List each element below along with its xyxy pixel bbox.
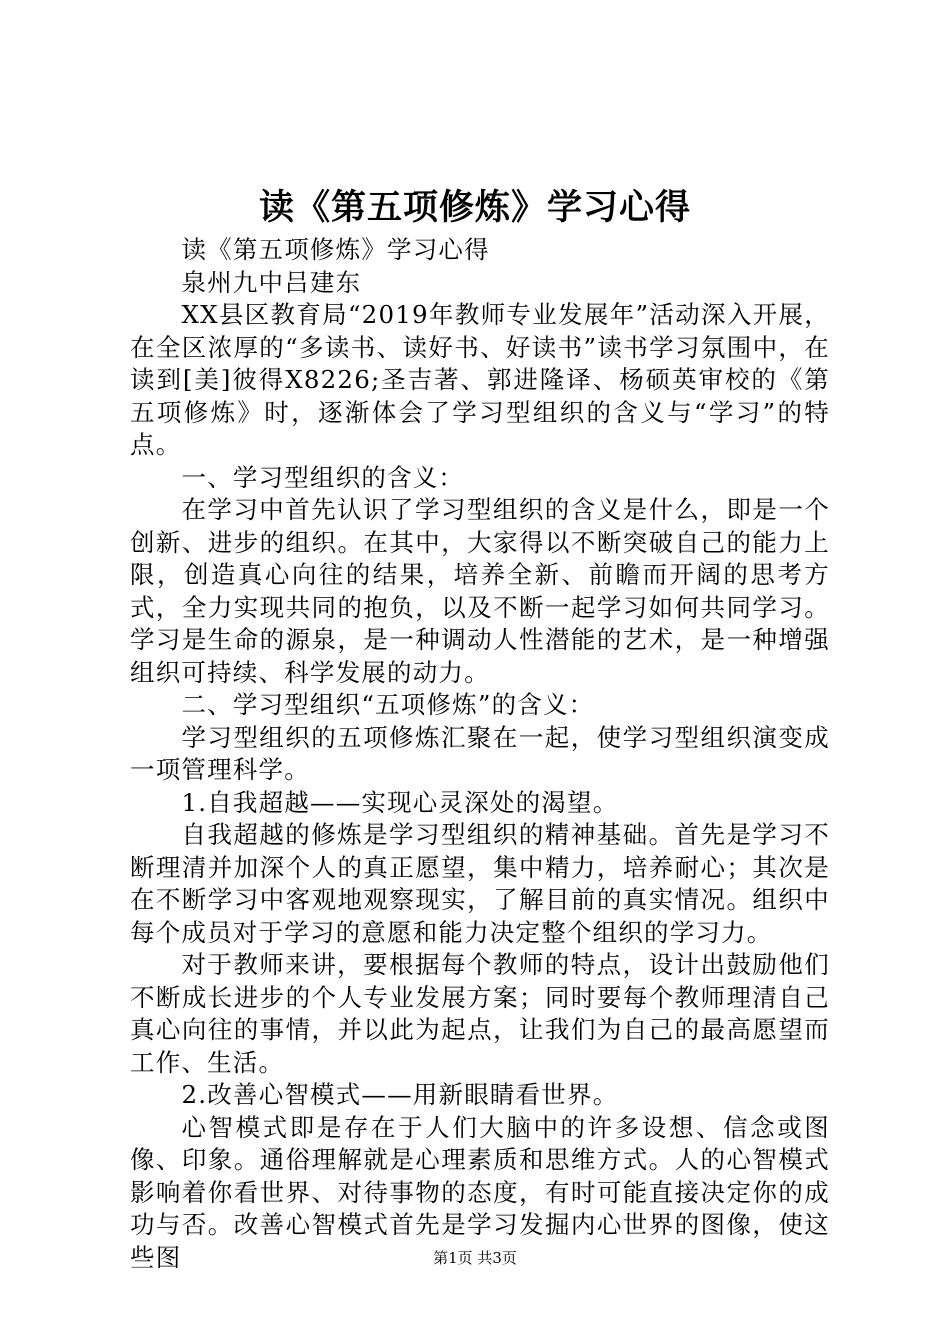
paragraph-author: 泉州九中吕建东 — [181, 267, 362, 297]
section-heading-1: 一、学习型组织的含义： — [181, 462, 465, 492]
paragraph-subsection-2: 心智模式即是存在于人们大脑中的许多设想、信念或图像、印象。通俗理解就是心理素质和思维方式。人的心智模式影响着你看世界、对待事物的态度，有时可能直接决定你的成功与否。改善心智模式首先是学习发掘内心世界的图像，使这些图 — [130, 1112, 830, 1272]
document-title: 读《第五项修炼》学习心得 — [258, 187, 691, 228]
paragraph-subtitle: 读《第五项修炼》学习心得 — [181, 235, 490, 264]
section-heading-2: 二、学习型组织“五项修炼”的含义： — [181, 690, 595, 719]
paragraph-subsection-1b: 对于教师来讲，要根据每个教师的特点，设计出鼓励他们不断成长进步的个人专业发展方案；同时要每个教师理清自己真心向往的事情，并以此为起点，让我们为自己的最高愿望而工作、生活。 — [130, 950, 830, 1077]
subsection-heading-1: 1.自我超越——实现心灵深处的渴望。 — [181, 787, 619, 817]
paragraph-intro: XX县区教育局“2019年教师专业发展年”活动深入开展，在全区浓厚的“多读书、读好书、好读书”读书学习氛围中，在读到[美]彼得X8226;圣吉著、郭进隆译、杨硕英审校的《第五项修炼》时，逐渐体会了学习型组织的含义与“学习”的特点。 — [130, 300, 830, 459]
page-number-footer: 第1页 共3页 — [433, 1249, 517, 1267]
document-body — [130, 234, 830, 1274]
paragraph-section-2: 学习型组织的五项修炼汇聚在一起，使学习型组织演变成一项管理科学。 — [130, 722, 830, 784]
paragraph-section-1: 在学习中首先认识了学习型组织的含义是什么，即是一个创新、进步的组织。在其中，大家得以不断突破自己的能力上限，创造真心向往的结果，培养全新、前瞻而开阔的思考方式，全力实现共同的抱负，以及不断一起学习如何共同学习。学习是生命的源泉，是一种调动人性潜能的艺术，是一种增强组织可持续、科学发展的动力。 — [130, 495, 830, 687]
subsection-heading-2: 2.改善心智模式——用新眼睛看世界。 — [181, 1080, 619, 1109]
paragraph-subsection-1a: 自我超越的修炼是学习型组织的精神基础。首先是学习不断理清并加深个人的真正愿望，集中精力，培养耐心；其次是在不断学习中客观地观察现实，了解目前的真实情况。组织中每个成员对于学习的意愿和能力决定整个组织的学习力。 — [130, 820, 830, 947]
